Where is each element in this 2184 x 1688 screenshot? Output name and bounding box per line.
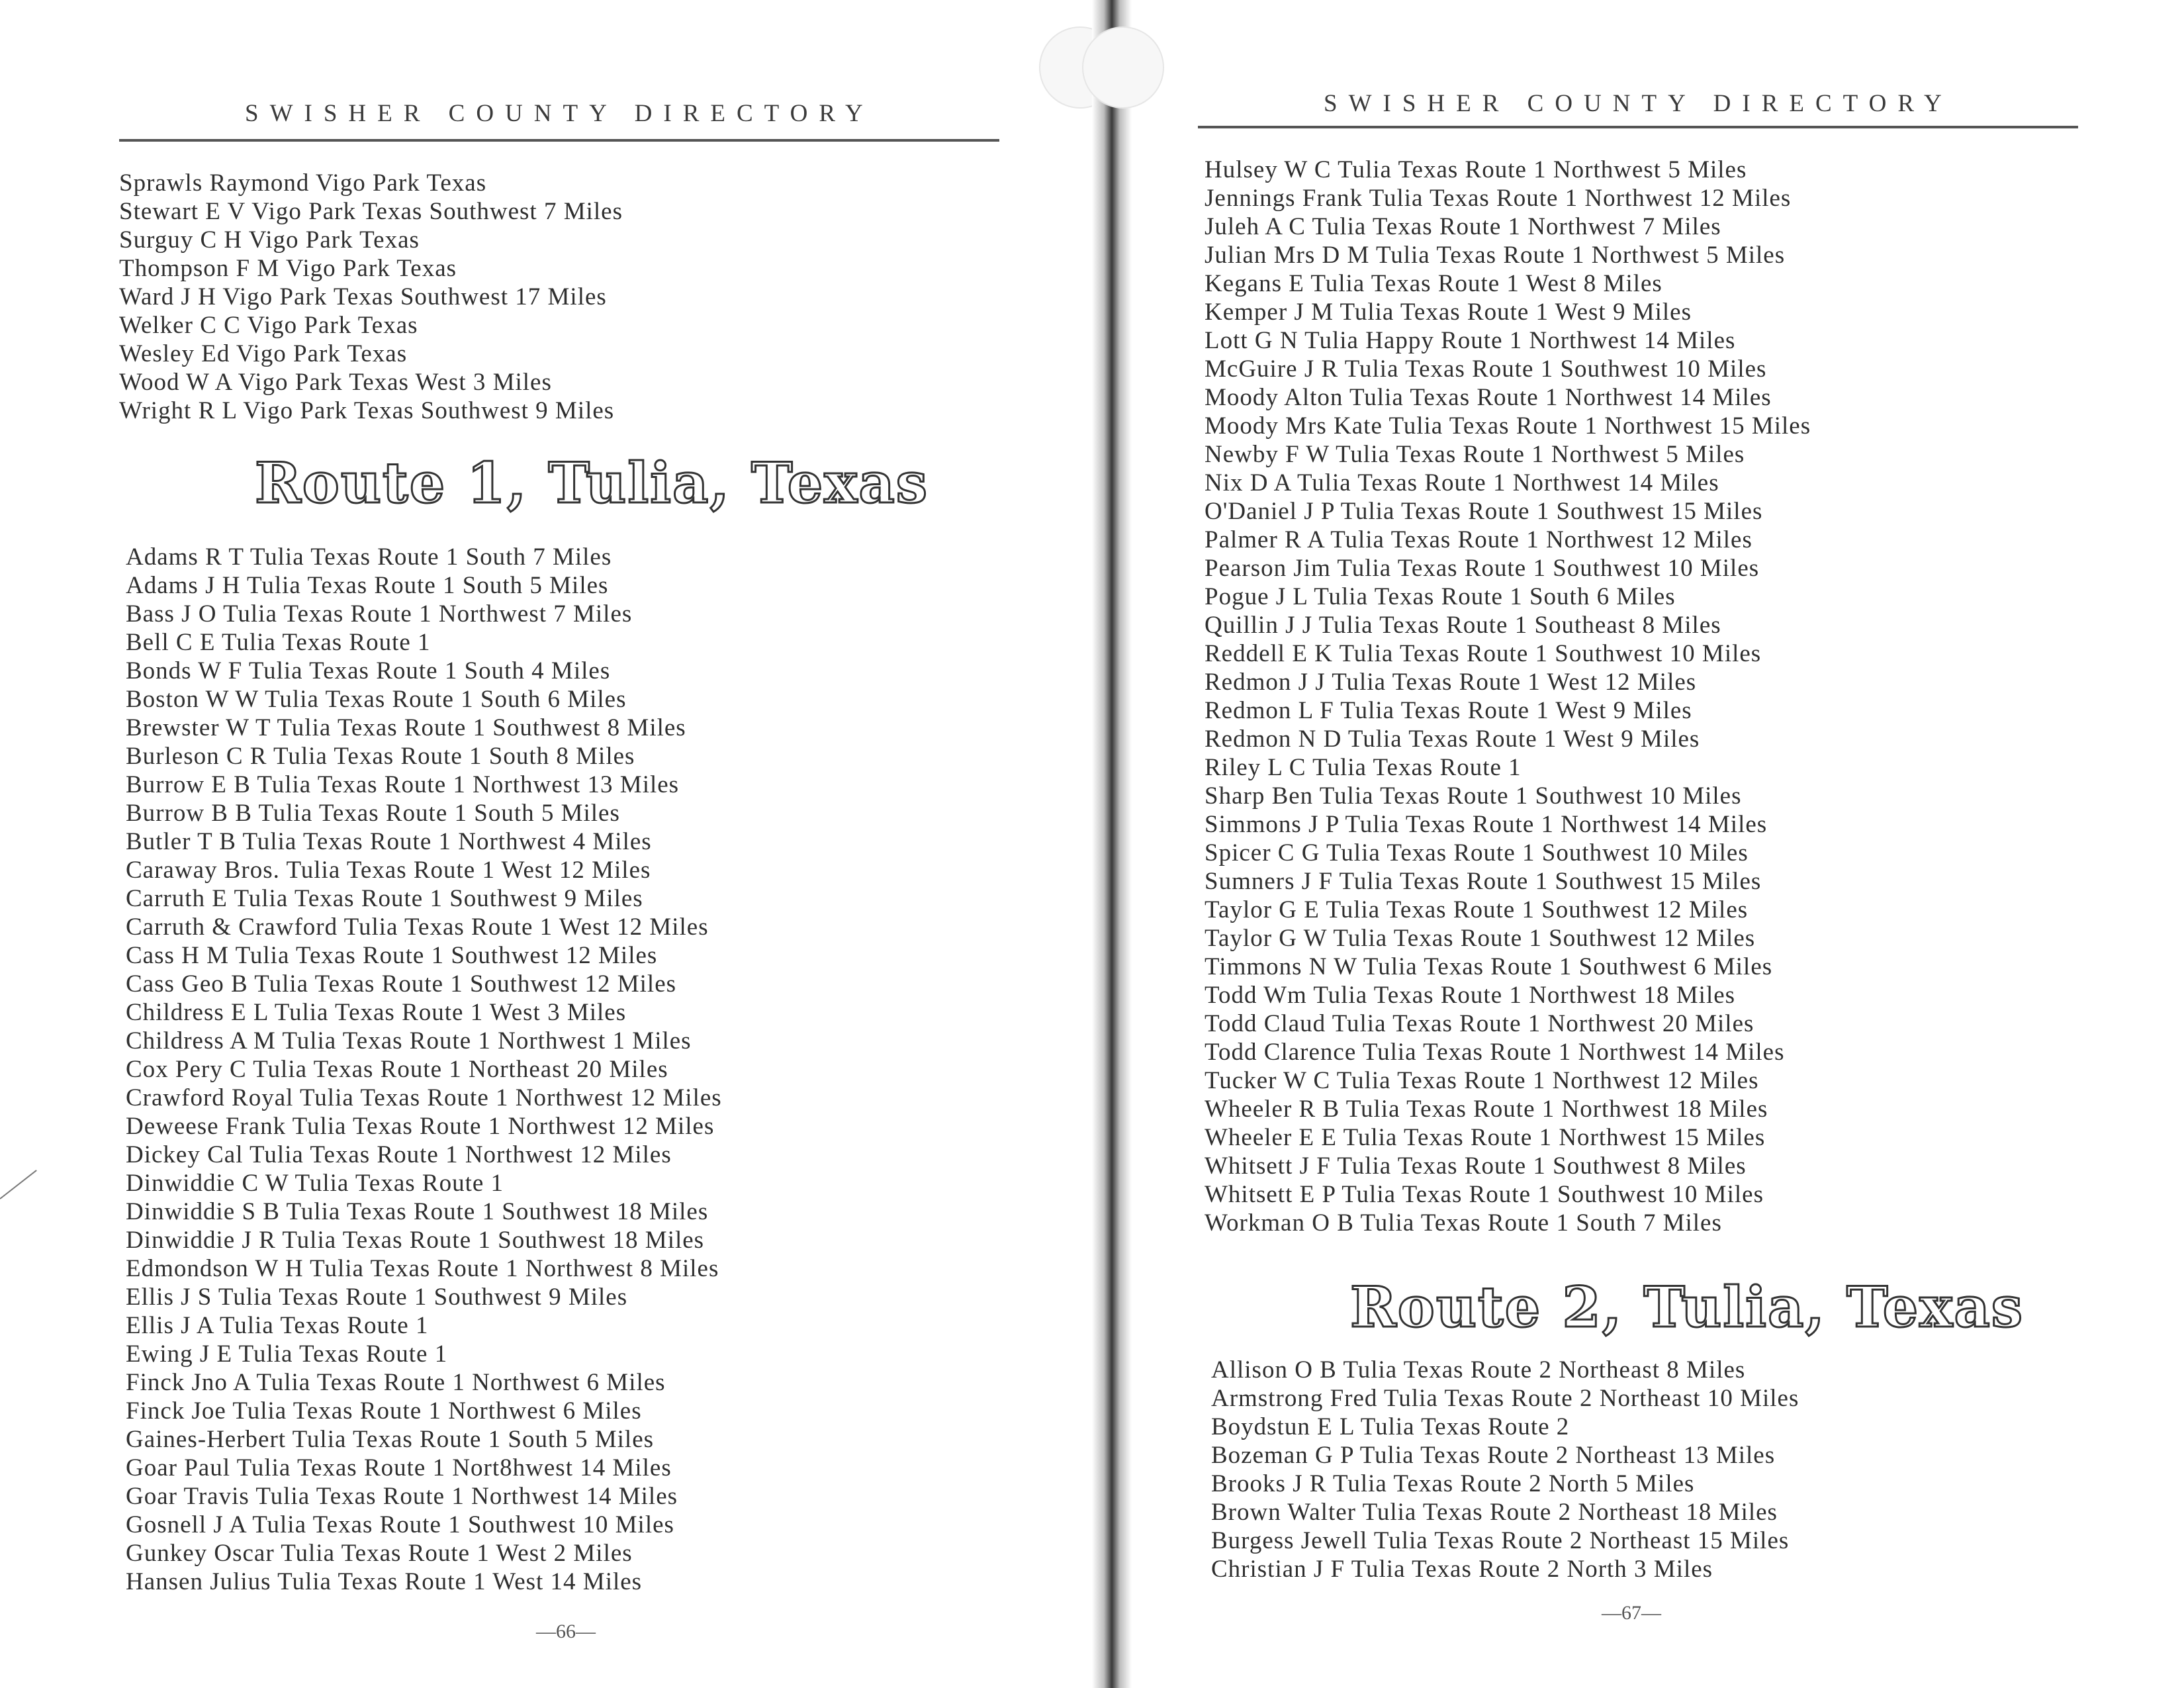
directory-entry: Todd Clarence Tulia Texas Route 1 Northwest 14 Miles: [1205, 1039, 1785, 1066]
directory-entry: Wood W A Vigo Park Texas West 3 Miles: [119, 369, 552, 396]
section-title-route-2: Route 2, Tulia, Texas: [1350, 1274, 2025, 1340]
directory-entry: O'Daniel J P Tulia Texas Route 1 Southwest 15 Miles: [1205, 498, 1763, 525]
route-2-entries-list: [1211, 1356, 1799, 1583]
directory-entry: Carruth & Crawford Tulia Texas Route 1 West 12 Miles: [126, 914, 709, 941]
directory-entry: Crawford Royal Tulia Texas Route 1 Northwest 12 Miles: [126, 1084, 722, 1111]
directory-entry: McGuire J R Tulia Texas Route 1 Southwest 10 Miles: [1205, 355, 1767, 383]
directory-entry: Redmon L F Tulia Texas Route 1 West 9 Miles: [1205, 697, 1692, 724]
directory-entry: Spicer C G Tulia Texas Route 1 Southwest 10 Miles: [1205, 839, 1749, 867]
directory-entry: Gaines-Herbert Tulia Texas Route 1 South 5 Miles: [126, 1426, 655, 1453]
directory-entry: Taylor G W Tulia Texas Route 1 Southwest 12 Miles: [1205, 925, 1756, 952]
directory-entry: Boston W W Tulia Texas Route 1 South 6 Miles: [126, 686, 627, 713]
directory-entry: Taylor G E Tulia Texas Route 1 Southwest 12 Miles: [1205, 896, 1749, 923]
directory-entry: Dinwiddie S B Tulia Texas Route 1 Southwest 18 Miles: [126, 1198, 709, 1225]
directory-entry: Juleh A C Tulia Texas Route 1 Northwest 7 Miles: [1205, 213, 1721, 240]
directory-entry: Cass Geo B Tulia Texas Route 1 Southwest 12 Miles: [126, 970, 677, 998]
page-header: SWISHER COUNTY DIRECTORY: [245, 100, 874, 127]
directory-entry: Brooks J R Tulia Texas Route 2 North 5 Miles: [1211, 1470, 1695, 1497]
directory-entry: Ward J H Vigo Park Texas Southwest 17 Miles: [119, 283, 607, 310]
directory-entry: Cass H M Tulia Texas Route 1 Southwest 12 Miles: [126, 942, 658, 969]
directory-entry: Bell C E Tulia Texas Route 1: [126, 629, 431, 656]
directory-entry: Gunkey Oscar Tulia Texas Route 1 West 2 Miles: [126, 1540, 633, 1567]
directory-entry: Hansen Julius Tulia Texas Route 1 West 14 Miles: [126, 1568, 643, 1595]
directory-entry: Carruth E Tulia Texas Route 1 Southwest 9 Miles: [126, 885, 643, 912]
directory-entry: Sprawls Raymond Vigo Park Texas: [119, 169, 487, 197]
directory-entry: Deweese Frank Tulia Texas Route 1 Northwest 12 Miles: [126, 1113, 715, 1140]
directory-entry: Wheeler R B Tulia Texas Route 1 Northwest 18 Miles: [1205, 1096, 1768, 1123]
directory-entry: Pogue J L Tulia Texas Route 1 South 6 Miles: [1205, 583, 1676, 610]
directory-entry: Dinwiddie J R Tulia Texas Route 1 Southwest 18 Miles: [126, 1227, 705, 1254]
directory-entry: Adams R T Tulia Texas Route 1 South 7 Miles: [126, 543, 612, 571]
directory-entry: Ewing J E Tulia Texas Route 1: [126, 1340, 448, 1368]
directory-entry: Kemper J M Tulia Texas Route 1 West 9 Miles: [1205, 299, 1692, 326]
directory-entry: Sharp Ben Tulia Texas Route 1 Southwest 10 Miles: [1205, 782, 1742, 810]
directory-entry: Stewart E V Vigo Park Texas Southwest 7 Miles: [119, 198, 623, 225]
directory-entry: Pearson Jim Tulia Texas Route 1 Southwest 10 Miles: [1205, 555, 1760, 582]
directory-entry: Butler T B Tulia Texas Route 1 Northwest 4 Miles: [126, 828, 652, 855]
page-number: —66—: [536, 1620, 596, 1642]
directory-entry: Todd Wm Tulia Texas Route 1 Northwest 18 Miles: [1205, 982, 1736, 1009]
page-number: —67—: [1602, 1602, 1661, 1624]
directory-entry: Finck Joe Tulia Texas Route 1 Northwest 6 Miles: [126, 1397, 642, 1425]
directory-entry: Jennings Frank Tulia Texas Route 1 Northwest 12 Miles: [1205, 185, 1792, 212]
directory-entry: Gosnell J A Tulia Texas Route 1 Southwest 10 Miles: [126, 1511, 674, 1538]
directory-entry: Burgess Jewell Tulia Texas Route 2 Northeast 15 Miles: [1211, 1527, 1790, 1554]
section-title-route-1: Route 1, Tulia, Texas: [255, 450, 929, 516]
page-header: SWISHER COUNTY DIRECTORY: [1324, 90, 1953, 117]
directory-entry: Childress E L Tulia Texas Route 1 West 3 Miles: [126, 999, 627, 1026]
directory-entry: Adams J H Tulia Texas Route 1 South 5 Miles: [126, 572, 609, 599]
directory-entry: Wright R L Vigo Park Texas Southwest 9 Miles: [119, 397, 615, 424]
directory-entry: Christian J F Tulia Texas Route 2 North 3 Miles: [1211, 1556, 1713, 1583]
right-page: [1125, 0, 2184, 1688]
directory-entry: Brewster W T Tulia Texas Route 1 Southwest 8 Miles: [126, 714, 686, 741]
directory-entry: Edmondson W H Tulia Texas Route 1 Northwest 8 Miles: [126, 1255, 719, 1282]
directory-entry: Moody Mrs Kate Tulia Texas Route 1 Northwest 15 Miles: [1205, 412, 1811, 440]
header-rule: [119, 139, 999, 142]
directory-entry: Burrow E B Tulia Texas Route 1 Northwest 13 Miles: [126, 771, 680, 798]
directory-entry: Whitsett J F Tulia Texas Route 1 Southwest 8 Miles: [1205, 1152, 1747, 1180]
directory-entry: Ellis J A Tulia Texas Route 1: [126, 1312, 429, 1339]
directory-entry: Allison O B Tulia Texas Route 2 Northeast 8 Miles: [1211, 1356, 1746, 1383]
directory-entry: Palmer R A Tulia Texas Route 1 Northwest 12 Miles: [1205, 526, 1752, 553]
directory-entry: Armstrong Fred Tulia Texas Route 2 Northeast 10 Miles: [1211, 1385, 1799, 1412]
directory-entry: Ellis J S Tulia Texas Route 1 Southwest 9 Miles: [126, 1284, 628, 1311]
directory-entry: Goar Travis Tulia Texas Route 1 Northwest 14 Miles: [126, 1483, 678, 1510]
directory-entry: Wesley Ed Vigo Park Texas: [119, 340, 408, 367]
directory-entry: Boydstun E L Tulia Texas Route 2: [1211, 1413, 1570, 1440]
directory-entry: Hulsey W C Tulia Texas Route 1 Northwest 5 Miles: [1205, 156, 1747, 183]
directory-entry: Goar Paul Tulia Texas Route 1 Nort8hwest 14 Miles: [126, 1454, 672, 1481]
directory-entry: Nix D A Tulia Texas Route 1 Northwest 14 Miles: [1205, 469, 1719, 496]
directory-entry: Childress A M Tulia Texas Route 1 Northwest 1 Miles: [126, 1027, 692, 1055]
directory-entry: Burrow B B Tulia Texas Route 1 South 5 Miles: [126, 800, 620, 827]
directory-entry: Kegans E Tulia Texas Route 1 West 8 Miles: [1205, 270, 1662, 297]
directory-entry: Whitsett E P Tulia Texas Route 1 Southwest 10 Miles: [1205, 1181, 1764, 1208]
directory-entry: Moody Alton Tulia Texas Route 1 Northwest 14 Miles: [1205, 384, 1772, 411]
directory-entry: Riley L C Tulia Texas Route 1: [1205, 754, 1522, 781]
margin-mark: [0, 1170, 37, 1199]
binder-hole: [1082, 26, 1164, 109]
directory-entry: Redmon J J Tulia Texas Route 1 West 12 Miles: [1205, 669, 1697, 696]
route-1-entries-list: [1205, 156, 1811, 1237]
directory-entry: Todd Claud Tulia Texas Route 1 Northwest 20 Miles: [1205, 1010, 1754, 1037]
directory-entry: Simmons J P Tulia Texas Route 1 Northwest 14 Miles: [1205, 811, 1768, 838]
directory-entry: Julian Mrs D M Tulia Texas Route 1 Northwest 5 Miles: [1205, 242, 1786, 269]
directory-entry: Wheeler E E Tulia Texas Route 1 Northwest 15 Miles: [1205, 1124, 1766, 1151]
directory-entry: Burleson C R Tulia Texas Route 1 South 8 Miles: [126, 743, 635, 770]
directory-entry: Dickey Cal Tulia Texas Route 1 Northwest 12 Miles: [126, 1141, 672, 1168]
directory-entry: Dinwiddie C W Tulia Texas Route 1: [126, 1170, 504, 1197]
directory-entry: Quillin J J Tulia Texas Route 1 Southeast 8 Miles: [1205, 612, 1721, 639]
directory-entry: Finck Jno A Tulia Texas Route 1 Northwest 6 Miles: [126, 1369, 666, 1396]
directory-entry: Lott G N Tulia Happy Route 1 Northwest 14 Miles: [1205, 327, 1736, 354]
directory-entry: Newby F W Tulia Texas Route 1 Northwest 5 Miles: [1205, 441, 1745, 468]
directory-entry: Cox Pery C Tulia Texas Route 1 Northeast 20 Miles: [126, 1056, 668, 1083]
header-rule: [1198, 126, 2078, 128]
continued-entries-list: [119, 169, 623, 425]
directory-entry: Workman O B Tulia Texas Route 1 South 7 Miles: [1205, 1209, 1722, 1237]
directory-entry: Reddell E K Tulia Texas Route 1 Southwest 10 Miles: [1205, 640, 1762, 667]
directory-entry: Tucker W C Tulia Texas Route 1 Northwest 12 Miles: [1205, 1067, 1759, 1094]
directory-entry: Brown Walter Tulia Texas Route 2 Northeast 18 Miles: [1211, 1499, 1778, 1526]
directory-entry: Caraway Bros. Tulia Texas Route 1 West 12 Miles: [126, 857, 651, 884]
directory-entry: Bonds W F Tulia Texas Route 1 South 4 Miles: [126, 657, 611, 684]
directory-entry: Bass J O Tulia Texas Route 1 Northwest 7 Miles: [126, 600, 633, 628]
directory-entry: Welker C C Vigo Park Texas: [119, 312, 418, 339]
directory-entry: Sumners J F Tulia Texas Route 1 Southwest 15 Miles: [1205, 868, 1762, 895]
directory-entry: Redmon N D Tulia Texas Route 1 West 9 Miles: [1205, 726, 1700, 753]
directory-entry: Thompson F M Vigo Park Texas: [119, 255, 457, 282]
route-1-entries-list: [126, 543, 722, 1596]
directory-entry: Timmons N W Tulia Texas Route 1 Southwest 6 Miles: [1205, 953, 1773, 980]
directory-entry: Bozeman G P Tulia Texas Route 2 Northeast 13 Miles: [1211, 1442, 1776, 1469]
directory-entry: Surguy C H Vigo Park Texas: [119, 226, 420, 254]
